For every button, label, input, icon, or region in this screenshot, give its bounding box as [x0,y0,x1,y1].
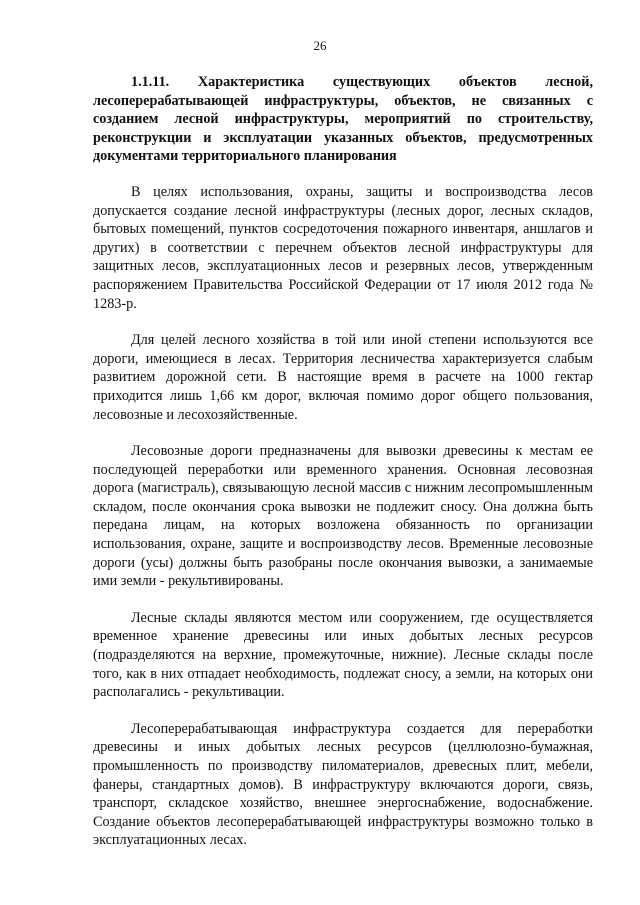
paragraph-infrastructure-creation: В целях использования, охраны, защиты и воспроизводства лесов допускается создание лесной инфраструктуры (лесных дорог, лесных складов, бытовых помещений, пунктов сосредоточения пожарного инвентаря, аншлагов и других) в соответствии с перечнем объектов лесной инфраструктуры для защитных лесов, эксплуатационных лесов и резервных лесов, утвержденным распоряжением Правительства Российской Федерации от 17 июля 2012 года № 1283-р. [93,183,593,312]
paragraph-logging-roads: Лесовозные дороги предназначены для вывозки древесины к местам ее последующей переработки или временного хранения. Основная лесовозная дорога (магистраль), связывающую лесной массив с нижним лесопромышленным складом, после окончания срока вывозки не подлежит сносу. Она должна быть передана лицам, на которых возложена обязанность по организации использования, охране, защите и воспроизводству лесов. Временные лесовозные дороги (усы) должны быть разобраны после окончания вывозки, а занимаемые ими земли - рекультивированы. [93,443,593,590]
paragraph-timber-warehouses: Лесные склады являются местом или сооружением, где осуществляется временное хранение древесины или иных добытых лесных ресурсов (подразделяются на верхние, промежуточные, нижние). Лесные склады после того, как в них отпадает необходимость, подлежат сносу, а земли, на которых они располагались - рекультивации. [93,609,593,701]
page-number: 26 [313,38,327,53]
paragraph-processing-infrastructure: Лесоперерабатывающая инфраструктура создается для переработки древесины и иных добытых лесных ресурсов (целлюлозно-бумажная, промышленность по производству пиломатериалов, древесных плит, мебели, фанеры, стандартных домов). В инфраструктуру включаются дороги, связь, транспорт, складское хозяйство, внешнее энергоснабжение, водоснабжение. Создание объектов лесоперерабатывающей инфраструктуры возможно только в эксплуатационных лесах. [93,720,593,849]
paragraph-road-network: Для целей лесного хозяйства в той или иной степени используются все дороги, имеющиеся в лесах. Территория лесничества характеризуется слабым развитием дорожной сети. В настоящие время в расчете на 1000 гектар приходится лишь 1,66 км дорог, включая помимо дорог общего пользования, лесовозные и лесохозяйственные. [93,332,593,423]
document-body [93,73,593,868]
section-heading: 1.1.11. Характеристика существующих объектов лесной, лесоперерабатывающей инфраструктуры, объектов, не связанных с созданием лесной инфраструктуры, мероприятий по строительству, реконструкции и эксплуатации указанных объектов, предусмотренных документами территориального планирования [93,74,593,165]
